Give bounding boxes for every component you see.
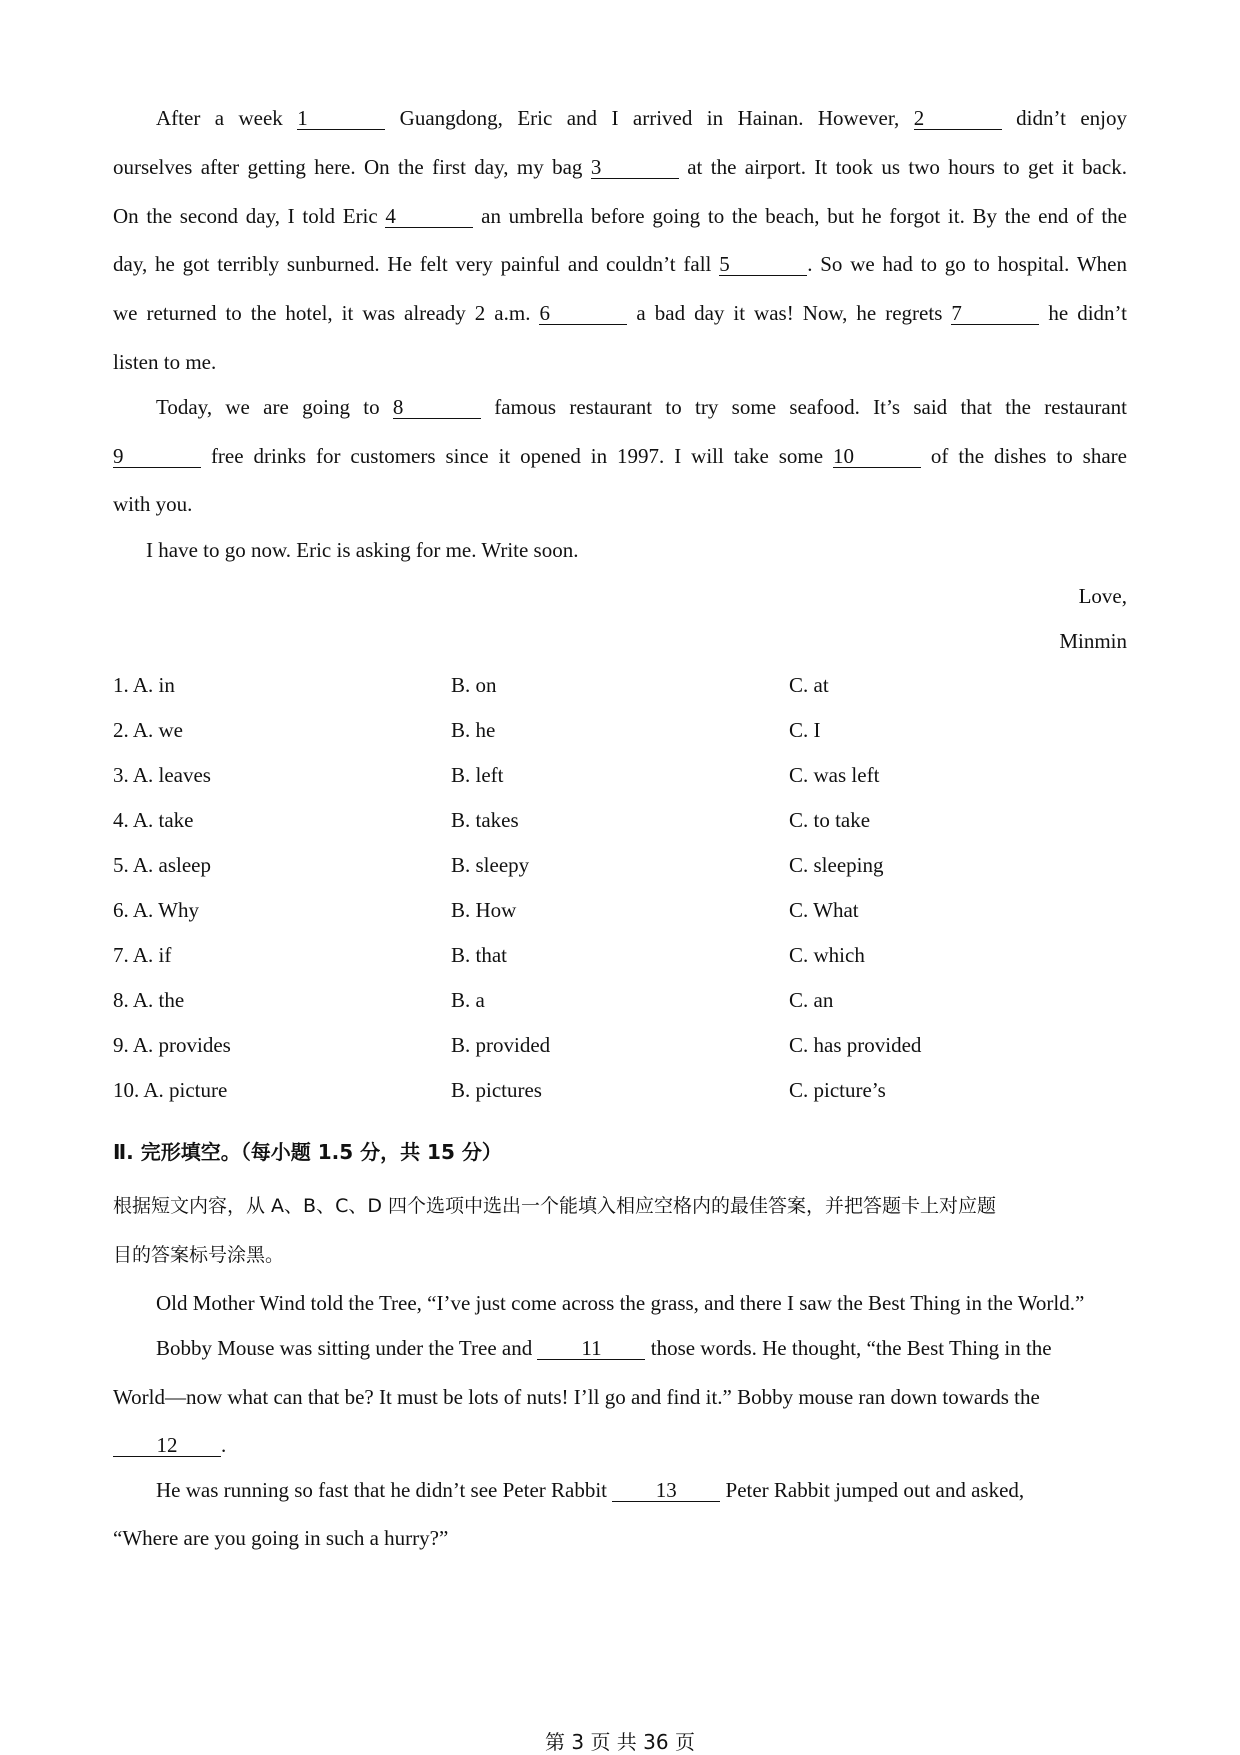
text-segment: Bobby Mouse was sitting under the Tree and [156, 1336, 538, 1360]
option-c: C. I [789, 718, 821, 742]
option-row [113, 672, 1127, 698]
text-segment: Today, we are going to [156, 395, 393, 419]
blank-number: 9 [113, 445, 201, 468]
blank-number: 4 [385, 205, 473, 228]
option-b: B. pictures [451, 1078, 542, 1102]
passage-line [113, 1477, 1127, 1503]
text-segment: he didn’t [1039, 301, 1127, 325]
option-b: B. that [451, 943, 507, 967]
passage-line [113, 349, 1127, 375]
text-segment: listen to me. [113, 350, 217, 374]
blank-1 [297, 105, 385, 131]
option-row [113, 717, 1127, 743]
option-a: 8. A. the [113, 988, 185, 1012]
option-a: 10. A. picture [113, 1078, 228, 1102]
option-row [113, 897, 1127, 923]
option-a: 6. A. Why [113, 898, 199, 922]
passage-line [113, 300, 1127, 326]
option-c: C. at [789, 673, 829, 697]
blank-9 [113, 443, 201, 469]
instruction-line: 根据短文内容，从 A、B、C、D 四个选项中选出一个能填入相应空格内的最佳答案，并把答题卡上对应题 [113, 1195, 997, 1217]
passage-line [113, 1384, 1127, 1410]
text-segment: at the airport. It took us two hours to get it back. [678, 155, 1128, 179]
option-b: B. left [451, 763, 504, 787]
blank-3 [591, 154, 679, 180]
text-segment: . [221, 1433, 227, 1457]
passage-line [113, 394, 1127, 420]
letter-signature: Minmin [1059, 629, 1127, 653]
blank-number: 3 [591, 156, 679, 179]
blank-5 [719, 251, 807, 277]
option-b: B. takes [451, 808, 519, 832]
text-segment: Old Mother Wind told the Tree, “I’ve just come across the grass, and there I saw the Best Thing in the World.” [156, 1291, 1085, 1315]
option-b: B. a [451, 988, 485, 1012]
text-segment: “Where are you going in such a hurry?” [113, 1526, 449, 1550]
option-a: 4. A. take [113, 808, 194, 832]
passage-line [113, 203, 1127, 229]
option-c: C. an [789, 988, 834, 1012]
option-c: C. has provided [789, 1033, 922, 1057]
option-c: C. which [789, 943, 865, 967]
option-a: 5. A. asleep [113, 853, 211, 877]
text-segment: ourselves after getting here. On the first day, my bag [113, 155, 591, 179]
blank-2 [914, 105, 1002, 131]
option-b: B. on [451, 673, 497, 697]
text-segment: of the dishes to share [920, 444, 1127, 468]
option-row [113, 762, 1127, 788]
blank-12 [113, 1432, 221, 1458]
option-c: C. was left [789, 763, 880, 787]
text-segment: . So we had to go to hospital. When [807, 252, 1127, 276]
blank-number: 5 [719, 253, 807, 276]
passage-line [113, 154, 1127, 180]
blank-number: 6 [539, 302, 627, 325]
option-c: C. to take [789, 808, 871, 832]
text-segment: World—now what can that be? It must be lots of nuts! I’ll go and find it.” Bobby mouse ran down towards the [113, 1385, 1040, 1409]
blank-number: 8 [393, 396, 481, 419]
blank-4 [385, 203, 473, 229]
page-footer: 第 3 页 共 36 页 [545, 1730, 695, 1754]
text-segment: He was running so fast that he didn’t see Peter Rabbit [156, 1478, 613, 1502]
blank-number: 10 [833, 445, 921, 468]
text-segment: we returned to the hotel, it was already 2 a.m. [113, 301, 540, 325]
blank-6 [539, 300, 627, 326]
passage-line [113, 1335, 1127, 1361]
passage-line [113, 105, 1127, 131]
option-row [113, 1077, 1127, 1103]
blank-10 [833, 443, 921, 469]
blank-number: 1 [297, 107, 385, 130]
text-segment: I have to go now. Eric is asking for me. Write soon. [146, 538, 579, 562]
option-a: 2. A. we [113, 718, 183, 742]
option-row [113, 807, 1127, 833]
text-segment: free drinks for customers since it opened in 1997. I will take some [201, 444, 833, 468]
text-segment: Peter Rabbit jumped out and asked, [720, 1478, 1025, 1502]
text-segment: day, he got terribly sunburned. He felt very painful and couldn’t fall [113, 252, 720, 276]
option-row [113, 942, 1127, 968]
blank-number: 12 [113, 1434, 221, 1457]
blank-number: 2 [914, 107, 1002, 130]
option-c: C. picture’s [789, 1078, 886, 1102]
option-a: 7. A. if [113, 943, 172, 967]
text-segment: a bad day it was! Now, he regrets [627, 301, 952, 325]
letter-closing: Love, [1078, 584, 1127, 608]
text-segment: an umbrella before going to the beach, but he forgot it. By the end of the [473, 204, 1127, 228]
option-row [113, 852, 1127, 878]
option-a: 9. A. provides [113, 1033, 231, 1057]
option-b: B. he [451, 718, 496, 742]
passage-line [113, 491, 1127, 517]
instruction-line: 目的答案标号涂黑。 [113, 1244, 285, 1266]
section-heading: Ⅱ. 完形填空。（每小题 1.5 分，共 15 分） [113, 1140, 502, 1164]
option-c: C. sleeping [789, 853, 884, 877]
blank-number: 7 [951, 302, 1039, 325]
text-segment: didn’t enjoy [1001, 106, 1128, 130]
option-b: B. provided [451, 1033, 551, 1057]
passage-line [113, 1432, 1127, 1458]
passage-line [113, 537, 1127, 563]
text-segment: with you. [113, 492, 193, 516]
blank-11 [537, 1335, 645, 1361]
passage-line [113, 443, 1127, 469]
option-a: 1. A. in [113, 673, 175, 697]
blank-7 [951, 300, 1039, 326]
blank-number: 13 [612, 1479, 720, 1502]
blank-13 [612, 1477, 720, 1503]
text-segment: those words. He thought, “the Best Thing in the [645, 1336, 1052, 1360]
text-segment: Guangdong, Eric and I arrived in Hainan. However, [385, 106, 914, 130]
option-c: C. What [789, 898, 859, 922]
text-segment: famous restaurant to try some seafood. It’s said that the restaurant [480, 395, 1127, 419]
passage-line [113, 1290, 1127, 1316]
option-row [113, 987, 1127, 1013]
option-b: B. sleepy [451, 853, 530, 877]
blank-number: 11 [537, 1337, 645, 1360]
blank-8 [393, 394, 481, 420]
passage-line [113, 251, 1127, 277]
option-b: B. How [451, 898, 517, 922]
text-segment: On the second day, I told Eric [113, 204, 386, 228]
option-a: 3. A. leaves [113, 763, 211, 787]
option-row [113, 1032, 1127, 1058]
passage-line [113, 1525, 1127, 1551]
text-segment: After a week [156, 106, 298, 130]
